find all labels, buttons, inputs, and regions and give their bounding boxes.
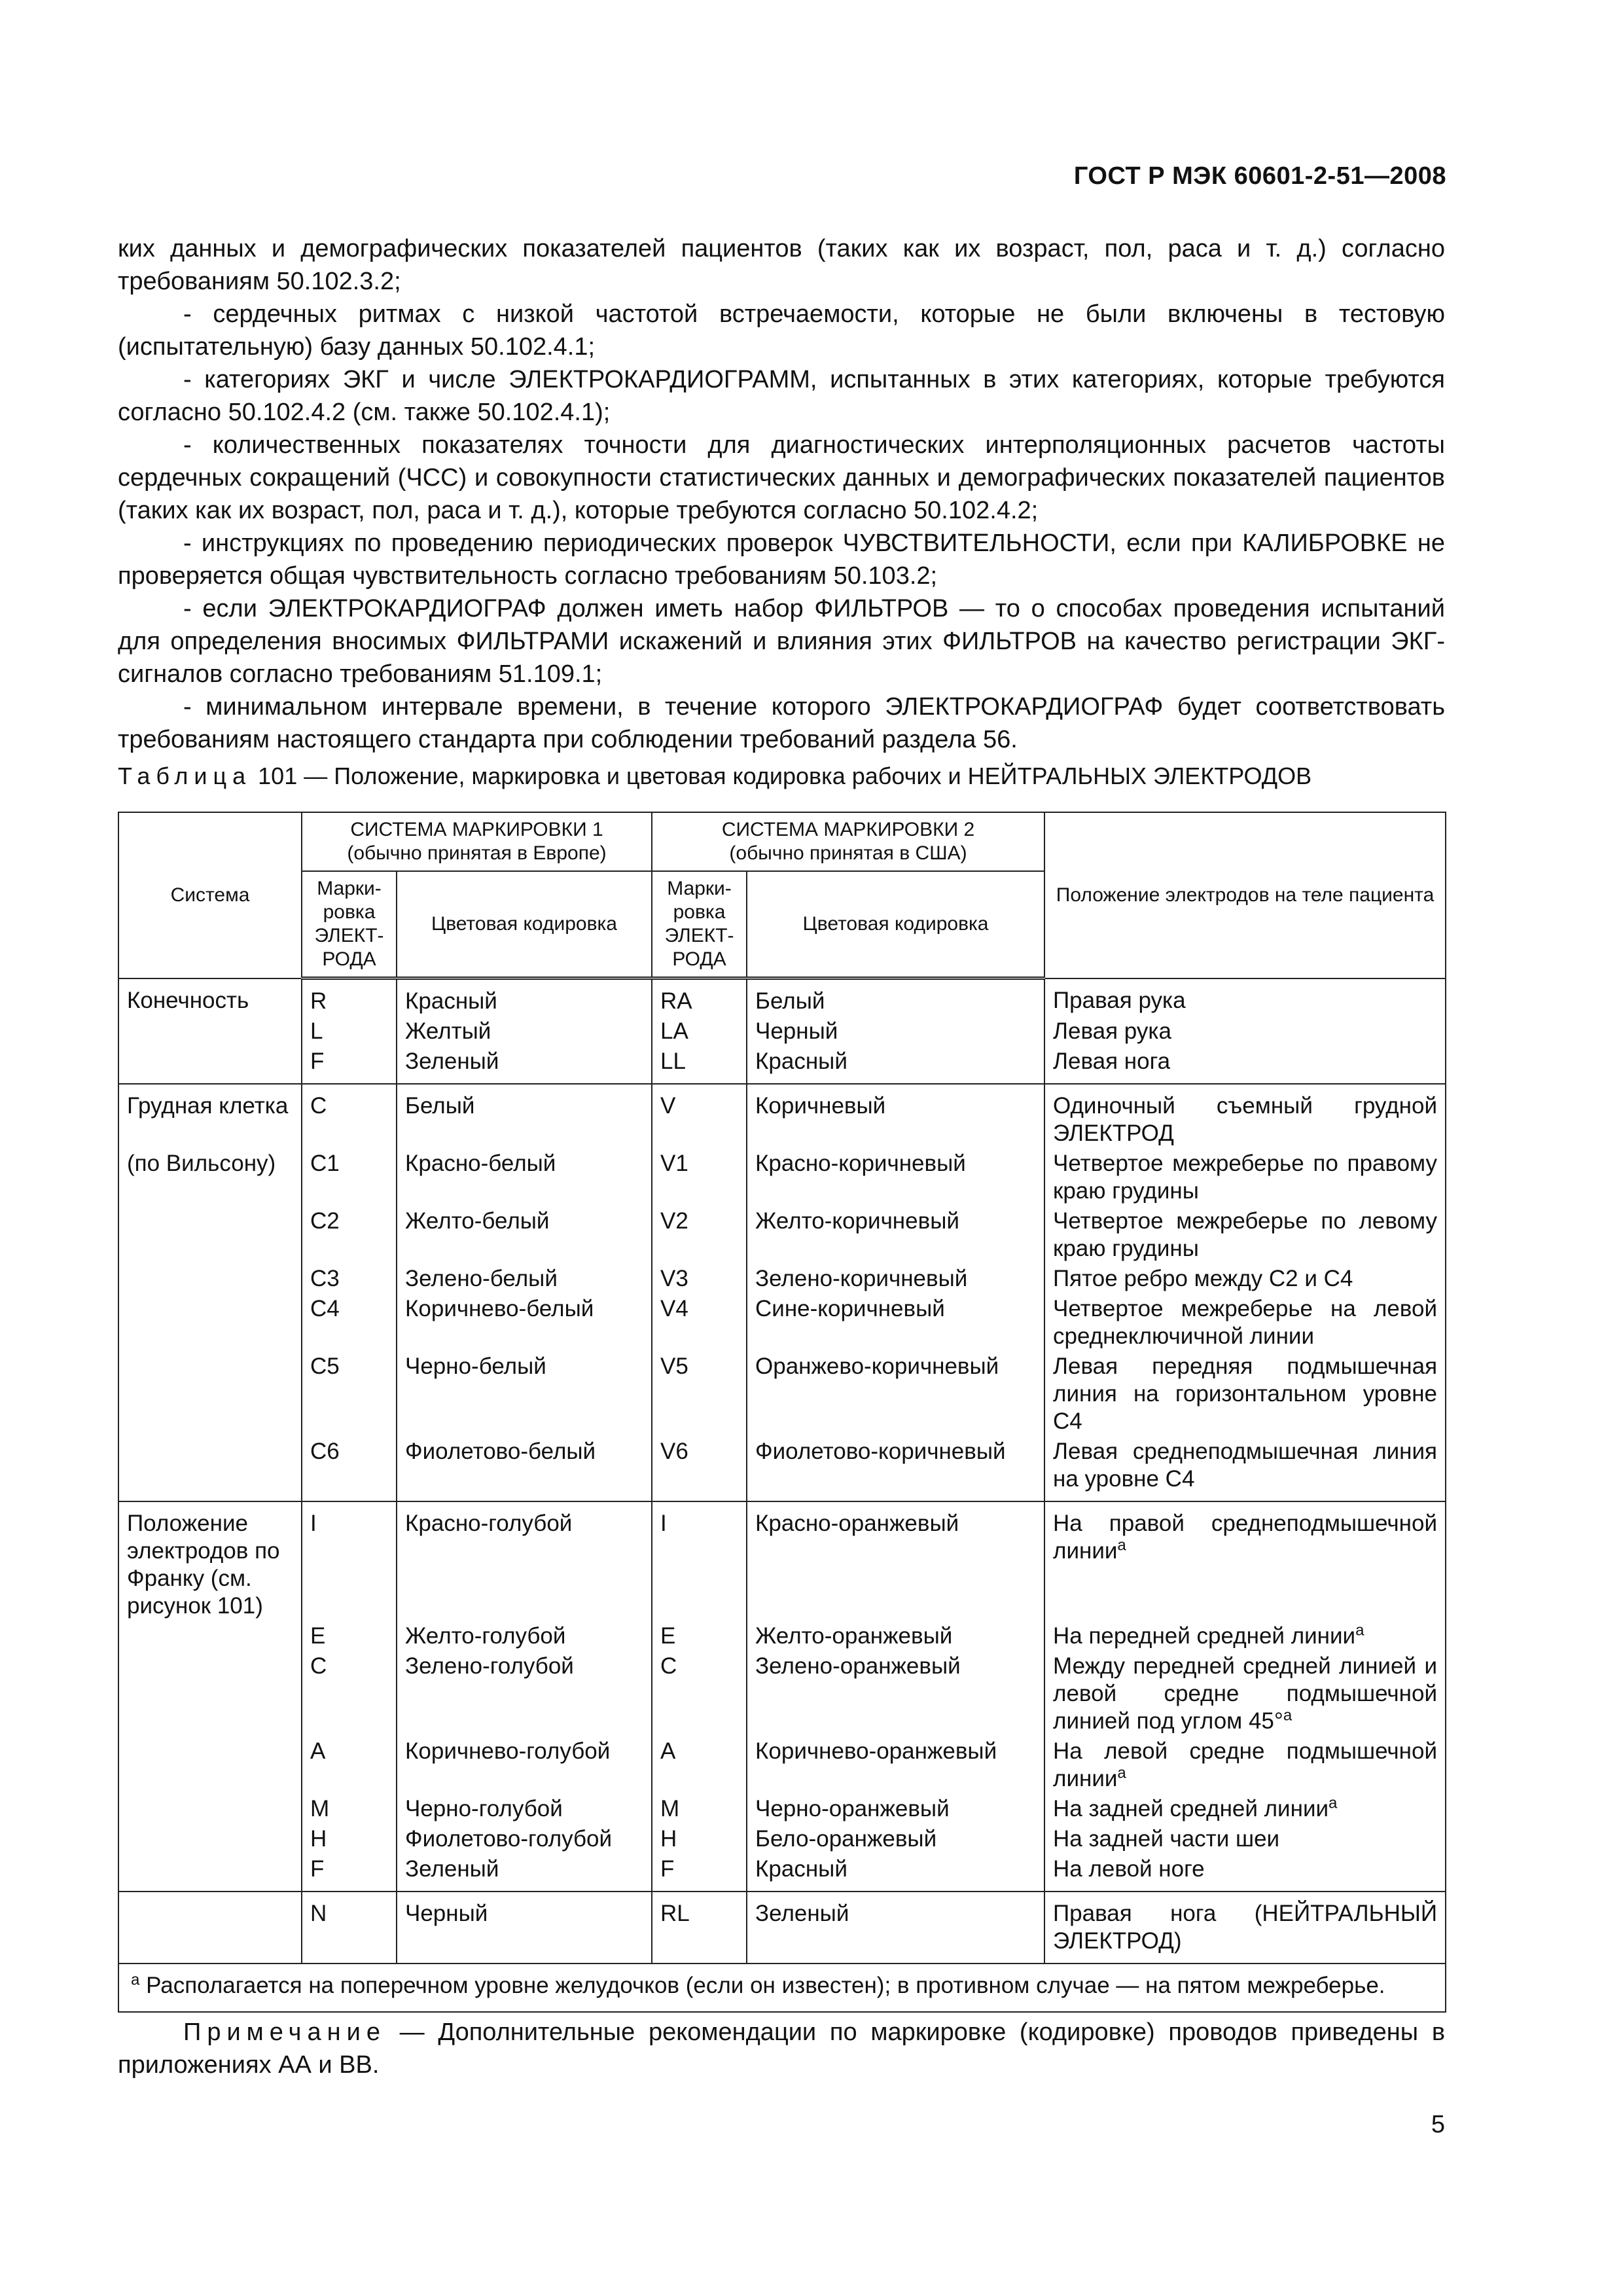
cell-system: [118, 1736, 302, 1794]
cell-marking-2: V6: [652, 1437, 747, 1501]
cell-color-1: Черно-голубой: [397, 1794, 652, 1824]
cell-position: Четвертое межреберье на левой среднеключичной линии: [1044, 1294, 1446, 1352]
list-item: - количественных показателях точности для диагностических интерполяционных расчетов частоты сердечных сокращений (ЧСС) и совокупности статистических данных и демографических показателей пациентов (таких как их возраст, пол, раса и т. д.), которые требуются согласно 50.102.4.2;: [118, 431, 1445, 524]
cell-color-1: Желто-голубой: [397, 1621, 652, 1651]
cell-system: Грудная клетка: [118, 1084, 302, 1149]
cell-system: [118, 1621, 302, 1651]
table-row: [118, 1437, 1446, 1501]
table-row: [118, 1016, 1446, 1047]
cell-color-1: Коричнево-белый: [397, 1294, 652, 1352]
cell-color-2: Красно-коричневый: [747, 1149, 1044, 1206]
cell-system: [118, 1824, 302, 1854]
position-text: На задней средней линии: [1053, 1796, 1329, 1821]
cell-marking-1: C6: [302, 1437, 397, 1501]
cell-position: На левой ноге: [1044, 1854, 1446, 1892]
footnote-ref: a: [1355, 1621, 1364, 1640]
cell-marking-2: M: [652, 1794, 747, 1824]
cell-position: [1044, 1736, 1446, 1794]
list-item: - сердечных ритмах с низкой частотой встречаемости, которые не были включены в тестовую (испытательную) базу данных 50.102.4.1;: [118, 300, 1445, 361]
cell-system: [118, 1651, 302, 1736]
cell-color-2: Красный: [747, 1047, 1044, 1084]
cell-marking-2: V4: [652, 1294, 747, 1352]
cell-system: [118, 1294, 302, 1352]
header-system-1: [302, 812, 652, 871]
cell-system: (по Вильсону): [118, 1149, 302, 1206]
list-item: - минимальном интервале времени, в течение которого ЭЛЕКТРОКАРДИОГРАФ будет соответствовать требованиям настоящего стандарта при соблюдении требований раздела 56.: [118, 693, 1445, 753]
table-row: [118, 1047, 1446, 1084]
cell-marking-2: V1: [652, 1149, 747, 1206]
cell-position: [1044, 1651, 1446, 1736]
cell-marking-1: M: [302, 1794, 397, 1824]
footnote-ref: a: [1283, 1706, 1293, 1725]
footnote-mark: a: [131, 1971, 140, 1989]
cell-color-1: Белый: [397, 1084, 652, 1149]
header-system-1-title: СИСТЕМА МАРКИРОВКИ 1: [350, 819, 603, 840]
cell-color-1: Фиолетово-белый: [397, 1437, 652, 1501]
cell-position: Левая нога: [1044, 1047, 1446, 1084]
cell-marking-1: N: [302, 1892, 397, 1964]
cell-color-1: Зелено-голубой: [397, 1651, 652, 1736]
cell-color-2: Коричневый: [747, 1084, 1044, 1149]
cell-color-2: Зеленый: [747, 1892, 1044, 1964]
cell-marking-1: F: [302, 1047, 397, 1084]
cell-system: [118, 1854, 302, 1892]
cell-marking-2: V2: [652, 1206, 747, 1264]
cell-system: Конечность: [118, 978, 302, 1017]
cell-marking-2: E: [652, 1621, 747, 1651]
cell-color-2: Желто-оранжевый: [747, 1621, 1044, 1651]
table-row: [118, 1621, 1446, 1651]
position-text: На передней средней линии: [1053, 1623, 1356, 1649]
table-caption-text: 101 — Положение, маркировка и цветовая кодировка рабочих и НЕЙТРАЛЬНЫХ ЭЛЕКТРОДОВ: [251, 762, 1312, 789]
table-caption: [118, 762, 1492, 790]
cell-marking-2: LL: [652, 1047, 747, 1084]
header-system-1-subtitle: (обычно принятая в Европе): [347, 842, 607, 864]
cell-color-1: Зеленый: [397, 1047, 652, 1084]
table-row: [118, 1501, 1446, 1621]
table-row: [118, 1794, 1446, 1824]
table-row: [118, 1294, 1446, 1352]
cell-color-2: Желто-коричневый: [747, 1206, 1044, 1264]
cell-color-1: Желто-белый: [397, 1206, 652, 1264]
cell-color-1: Зелено-белый: [397, 1264, 652, 1294]
cell-system: [118, 1264, 302, 1294]
table-row: [118, 1084, 1446, 1149]
cell-marking-2: H: [652, 1824, 747, 1854]
cell-system: Положение электродов по Франку (см. рисунок 101): [118, 1501, 302, 1621]
cell-color-1: Коричнево-голубой: [397, 1736, 652, 1794]
cell-system: [118, 1352, 302, 1437]
paragraph-continuation: ких данных и демографических показателей пациентов (таких как их возраст, пол, раса и т. д.) согласно требованиям 50.102.3.2;: [118, 235, 1445, 295]
cell-marking-1: C: [302, 1084, 397, 1149]
cell-color-2: Черно-оранжевый: [747, 1794, 1044, 1824]
table-footnote-row: [118, 1964, 1446, 2012]
cell-marking-1: A: [302, 1736, 397, 1794]
cell-color-1: Черно-белый: [397, 1352, 652, 1437]
cell-marking-1: C3: [302, 1264, 397, 1294]
cell-position: Левая передняя подмышечная линия на горизонтальном уровне C4: [1044, 1352, 1446, 1437]
cell-position: Левая среднеподмышечная линия на уровне C4: [1044, 1437, 1446, 1501]
table-row: [118, 1892, 1446, 1964]
cell-color-2: Сине-коричневый: [747, 1294, 1044, 1352]
cell-position: Четвертое межреберье по правому краю грудины: [1044, 1149, 1446, 1206]
cell-color-2: Фиолетово-коричневый: [747, 1437, 1044, 1501]
cell-color-2: Черный: [747, 1016, 1044, 1047]
note-label: Примечание: [183, 2018, 386, 2046]
table-row: [118, 1352, 1446, 1437]
cell-color-2: Зелено-коричневый: [747, 1264, 1044, 1294]
cell-color-1: Зеленый: [397, 1854, 652, 1892]
cell-color-2: Бело-оранжевый: [747, 1824, 1044, 1854]
cell-marking-2: LA: [652, 1016, 747, 1047]
cell-marking-1: C1: [302, 1149, 397, 1206]
cell-color-1: Черный: [397, 1892, 652, 1964]
cell-position: [1044, 1501, 1446, 1621]
cell-color-2: Красный: [747, 1854, 1044, 1892]
list-item: - инструкциях по проведению периодических проверок ЧУВСТВИТЕЛЬНОСТИ, если при КАЛИБРОВКЕ не проверяется общая чувствительность согласно требованиям 50.103.2;: [118, 529, 1445, 590]
cell-marking-1: H: [302, 1824, 397, 1854]
footnote-text: Располагается на поперечном уровне желудочков (если он известен); в противном случае — на пятом межреберье.: [139, 1973, 1385, 1998]
note: [118, 2016, 1445, 2081]
table-row: [118, 1824, 1446, 1854]
list-item: - если ЭЛЕКТРОКАРДИОГРАФ должен иметь набор ФИЛЬТРОВ — то о способах проведения испытаний для определения вносимых ФИЛЬТРАМИ искажений и влияния этих ФИЛЬТРОВ на качество регистрации ЭКГ-сигналов согласно требованиям 51.109.1;: [118, 595, 1445, 688]
table-row: [118, 1651, 1446, 1736]
cell-marking-1: C4: [302, 1294, 397, 1352]
cell-marking-2: I: [652, 1501, 747, 1621]
cell-marking-1: E: [302, 1621, 397, 1651]
cell-system: [118, 1794, 302, 1824]
document-header: ГОСТ Р МЭК 60601-2-51—2008: [1073, 162, 1446, 190]
cell-position: Четвертое межреберье по левому краю грудины: [1044, 1206, 1446, 1264]
table-row: [118, 1854, 1446, 1892]
position-text: На правой среднеподмышечной линии: [1053, 1511, 1438, 1564]
header-system-2: [652, 812, 1044, 871]
position-text: На левой средне подмышечной линии: [1053, 1738, 1438, 1791]
cell-marking-2: RL: [652, 1892, 747, 1964]
cell-marking-2: A: [652, 1736, 747, 1794]
cell-marking-1: L: [302, 1016, 397, 1047]
cell-position: [1044, 1621, 1446, 1651]
cell-color-2: Белый: [747, 978, 1044, 1017]
cell-marking-2: V3: [652, 1264, 747, 1294]
electrode-table: [118, 812, 1446, 2013]
cell-position: На задней части шеи: [1044, 1824, 1446, 1854]
cell-color-2: Коричнево-оранжевый: [747, 1736, 1044, 1794]
table-row: [118, 1206, 1446, 1264]
table-row: [118, 978, 1446, 1017]
cell-marking-2: V5: [652, 1352, 747, 1437]
cell-system: [118, 1206, 302, 1264]
header-system-2-subtitle: (обычно принятая в США): [729, 842, 967, 864]
footnote-ref: a: [1329, 1794, 1338, 1812]
header-system: Система: [118, 812, 302, 978]
cell-color-1: Красно-белый: [397, 1149, 652, 1206]
cell-position: Правая рука: [1044, 978, 1446, 1017]
cell-marking-1: C2: [302, 1206, 397, 1264]
cell-position: Левая рука: [1044, 1016, 1446, 1047]
cell-marking-2: RA: [652, 978, 747, 1017]
header-system-2-title: СИСТЕМА МАРКИРОВКИ 2: [721, 819, 975, 840]
header-position: Положение электродов на теле пациента: [1044, 812, 1446, 978]
position-text: Между передней средней линией и левой средне подмышечной линией под углом 45°: [1053, 1653, 1438, 1734]
table-row: [118, 1149, 1446, 1206]
cell-position: [1044, 1794, 1446, 1824]
note-text: — Дополнительные рекомендации по маркировке (кодировке) проводов приведены в приложениях АА и ВВ.: [118, 2018, 1445, 2079]
table-row: [118, 1264, 1446, 1294]
cell-system: [118, 1047, 302, 1084]
table-footnote: [118, 1964, 1446, 2012]
cell-marking-2: V: [652, 1084, 747, 1149]
body-text: [118, 232, 1445, 756]
cell-system: [118, 1892, 302, 1964]
header-marking-2: Марки- ровка ЭЛЕКТ- РОДА: [652, 871, 747, 978]
cell-position: Пятое ребро между C2 и C4: [1044, 1264, 1446, 1294]
cell-color-2: Зелено-оранжевый: [747, 1651, 1044, 1736]
header-color-2: Цветовая кодировка: [747, 871, 1044, 978]
cell-color-1: Красно-голубой: [397, 1501, 652, 1621]
cell-marking-1: F: [302, 1854, 397, 1892]
header-marking-1: Марки- ровка ЭЛЕКТ- РОДА: [302, 871, 397, 978]
page-number: 5: [1431, 2111, 1445, 2138]
cell-color-1: Фиолетово-голубой: [397, 1824, 652, 1854]
cell-system: [118, 1016, 302, 1047]
cell-color-2: Красно-оранжевый: [747, 1501, 1044, 1621]
footnote-ref: a: [1117, 1536, 1126, 1554]
footnote-ref: a: [1117, 1764, 1126, 1782]
cell-marking-1: R: [302, 978, 397, 1017]
cell-marking-1: I: [302, 1501, 397, 1621]
table-row: [118, 1736, 1446, 1794]
cell-marking-1: C5: [302, 1352, 397, 1437]
cell-position: Правая нога (НЕЙТРАЛЬНЫЙ ЭЛЕКТРОД): [1044, 1892, 1446, 1964]
cell-marking-2: C: [652, 1651, 747, 1736]
cell-color-1: Желтый: [397, 1016, 652, 1047]
list-item: - категориях ЭКГ и числе ЭЛЕКТРОКАРДИОГРАММ, испытанных в этих категориях, которые требуются согласно 50.102.4.2 (см. также 50.102.4.1);: [118, 366, 1445, 426]
cell-marking-1: C: [302, 1651, 397, 1736]
cell-system: [118, 1437, 302, 1501]
table-caption-label: Таблица: [118, 762, 252, 789]
header-color-1: Цветовая кодировка: [397, 871, 652, 978]
cell-color-2: Оранжево-коричневый: [747, 1352, 1044, 1437]
cell-position: Одиночный съемный грудной ЭЛЕКТРОД: [1044, 1084, 1446, 1149]
cell-marking-2: F: [652, 1854, 747, 1892]
cell-color-1: Красный: [397, 978, 652, 1017]
